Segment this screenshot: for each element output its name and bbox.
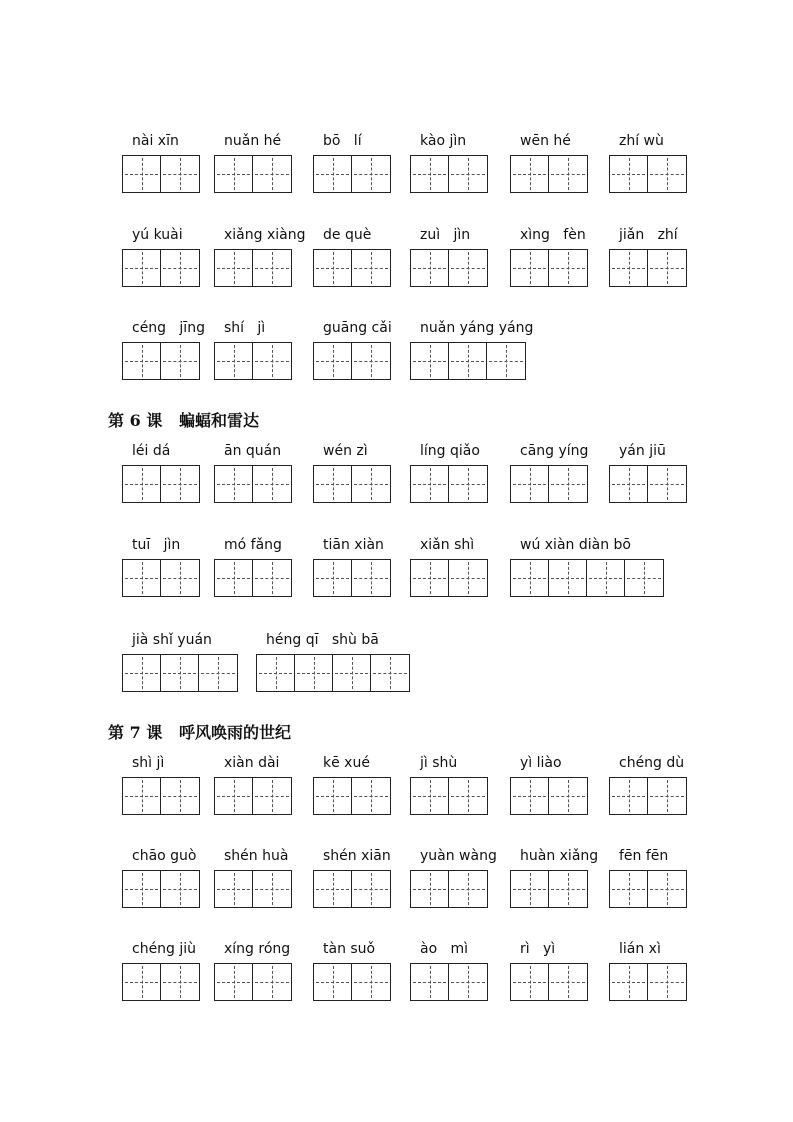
tianzi-cell[interactable] bbox=[648, 964, 686, 1000]
pinyin-label: zuì jìn bbox=[420, 227, 471, 243]
tianzi-cell[interactable] bbox=[411, 466, 449, 502]
tianzi-cell[interactable] bbox=[610, 156, 648, 192]
pinyin-label: nuǎn yáng yáng bbox=[420, 320, 534, 336]
tianzi-cell[interactable] bbox=[161, 778, 199, 814]
writing-grid[interactable] bbox=[122, 155, 200, 193]
pinyin-label: xiǎn shì bbox=[420, 537, 475, 553]
pinyin-label: huàn xiǎng bbox=[520, 848, 599, 864]
pinyin-label: yú kuài bbox=[132, 227, 183, 243]
pinyin-label: wén zì bbox=[323, 443, 368, 459]
tianzi-cell[interactable] bbox=[352, 466, 390, 502]
tianzi-cell[interactable] bbox=[411, 560, 449, 596]
pinyin-label: chéng jiù bbox=[132, 941, 197, 957]
tianzi-cell[interactable] bbox=[123, 778, 161, 814]
tianzi-cell[interactable] bbox=[411, 778, 449, 814]
writing-grid[interactable] bbox=[609, 870, 687, 908]
tianzi-cell[interactable] bbox=[487, 343, 525, 379]
tianzi-cell[interactable] bbox=[215, 156, 253, 192]
pinyin-label: guāng cǎi bbox=[323, 320, 392, 336]
pinyin-label: fēn fēn bbox=[619, 848, 669, 864]
tianzi-cell[interactable] bbox=[161, 964, 199, 1000]
pinyin-label: xiàn dài bbox=[224, 755, 280, 771]
tianzi-cell[interactable] bbox=[511, 156, 549, 192]
tianzi-cell[interactable] bbox=[314, 871, 352, 907]
pinyin-label: chéng dù bbox=[619, 755, 685, 771]
tianzi-cell[interactable] bbox=[161, 871, 199, 907]
tianzi-cell[interactable] bbox=[352, 156, 390, 192]
pinyin-label: nuǎn hé bbox=[224, 133, 282, 149]
pinyin-label: yán jiū bbox=[619, 443, 666, 459]
tianzi-cell[interactable] bbox=[123, 343, 161, 379]
writing-grid[interactable] bbox=[609, 777, 687, 815]
tianzi-cell[interactable] bbox=[610, 778, 648, 814]
tianzi-cell[interactable] bbox=[610, 250, 648, 286]
writing-grid[interactable] bbox=[410, 777, 488, 815]
writing-grid[interactable] bbox=[410, 870, 488, 908]
pinyin-label: shén huà bbox=[224, 848, 289, 864]
writing-grid[interactable] bbox=[313, 465, 391, 503]
tianzi-cell[interactable] bbox=[411, 871, 449, 907]
pinyin-label: zhí wù bbox=[619, 133, 664, 149]
tianzi-cell[interactable] bbox=[253, 964, 291, 1000]
tianzi-cell[interactable] bbox=[314, 343, 352, 379]
writing-grid[interactable] bbox=[609, 249, 687, 287]
tianzi-cell[interactable] bbox=[314, 156, 352, 192]
tianzi-cell[interactable] bbox=[253, 156, 291, 192]
tianzi-cell[interactable] bbox=[511, 560, 549, 596]
tianzi-cell[interactable] bbox=[352, 343, 390, 379]
tianzi-cell[interactable] bbox=[352, 964, 390, 1000]
writing-grid[interactable] bbox=[609, 465, 687, 503]
writing-grid[interactable] bbox=[256, 654, 410, 692]
pinyin-label: tuī jìn bbox=[132, 537, 181, 553]
pinyin-label: de què bbox=[323, 227, 372, 243]
writing-grid[interactable] bbox=[609, 155, 687, 193]
writing-grid[interactable] bbox=[313, 249, 391, 287]
tianzi-cell[interactable] bbox=[123, 560, 161, 596]
pinyin-label: líng qiǎo bbox=[420, 443, 480, 459]
pinyin-label: tàn suǒ bbox=[323, 941, 376, 957]
writing-grid[interactable] bbox=[313, 155, 391, 193]
writing-grid[interactable] bbox=[122, 465, 200, 503]
tianzi-cell[interactable] bbox=[253, 466, 291, 502]
pinyin-label: chāo guò bbox=[132, 848, 197, 864]
tianzi-cell[interactable] bbox=[253, 343, 291, 379]
tianzi-cell[interactable] bbox=[314, 560, 352, 596]
tianzi-cell[interactable] bbox=[295, 655, 333, 691]
writing-grid[interactable] bbox=[214, 559, 292, 597]
tianzi-cell[interactable] bbox=[123, 964, 161, 1000]
writing-grid[interactable] bbox=[313, 777, 391, 815]
tianzi-cell[interactable] bbox=[161, 250, 199, 286]
tianzi-cell[interactable] bbox=[449, 871, 487, 907]
writing-grid[interactable] bbox=[214, 963, 292, 1001]
writing-grid[interactable] bbox=[510, 249, 588, 287]
tianzi-cell[interactable] bbox=[161, 343, 199, 379]
pinyin-label: céng jīng bbox=[132, 320, 205, 336]
tianzi-cell[interactable] bbox=[161, 560, 199, 596]
writing-grid[interactable] bbox=[410, 465, 488, 503]
writing-grid[interactable] bbox=[122, 777, 200, 815]
pinyin-label: xiǎng xiàng bbox=[224, 227, 306, 243]
writing-grid[interactable] bbox=[122, 963, 200, 1001]
tianzi-cell[interactable] bbox=[161, 156, 199, 192]
tianzi-cell[interactable] bbox=[411, 343, 449, 379]
writing-grid[interactable] bbox=[410, 559, 488, 597]
tianzi-cell[interactable] bbox=[123, 250, 161, 286]
writing-grid[interactable] bbox=[214, 870, 292, 908]
tianzi-cell[interactable] bbox=[648, 156, 686, 192]
tianzi-cell[interactable] bbox=[449, 778, 487, 814]
writing-grid[interactable] bbox=[510, 777, 588, 815]
pinyin-label: rì yì bbox=[520, 941, 556, 957]
tianzi-cell[interactable] bbox=[648, 466, 686, 502]
tianzi-cell[interactable] bbox=[549, 871, 587, 907]
tianzi-cell[interactable] bbox=[253, 560, 291, 596]
writing-grid[interactable] bbox=[410, 342, 526, 380]
pinyin-label: kē xué bbox=[323, 755, 370, 771]
tianzi-cell[interactable] bbox=[449, 343, 487, 379]
tianzi-cell[interactable] bbox=[352, 871, 390, 907]
tianzi-cell[interactable] bbox=[549, 964, 587, 1000]
tianzi-cell[interactable] bbox=[411, 964, 449, 1000]
writing-grid[interactable] bbox=[214, 249, 292, 287]
writing-grid[interactable] bbox=[510, 963, 588, 1001]
tianzi-cell[interactable] bbox=[314, 778, 352, 814]
tianzi-cell[interactable] bbox=[253, 871, 291, 907]
tianzi-cell[interactable] bbox=[511, 871, 549, 907]
pinyin-label: tiān xiàn bbox=[323, 537, 384, 553]
tianzi-cell[interactable] bbox=[411, 156, 449, 192]
tianzi-cell[interactable] bbox=[215, 250, 253, 286]
tianzi-cell[interactable] bbox=[352, 778, 390, 814]
pinyin-label: jiǎn zhí bbox=[619, 227, 678, 243]
writing-grid[interactable] bbox=[313, 342, 391, 380]
writing-grid[interactable] bbox=[410, 249, 488, 287]
tianzi-cell[interactable] bbox=[123, 156, 161, 192]
writing-grid[interactable] bbox=[510, 559, 664, 597]
pinyin-label: bō lí bbox=[323, 133, 362, 149]
writing-grid[interactable] bbox=[313, 870, 391, 908]
writing-grid[interactable] bbox=[410, 963, 488, 1001]
pinyin-label: mó fǎng bbox=[224, 537, 282, 553]
tianzi-cell[interactable] bbox=[215, 871, 253, 907]
lesson-heading: 第 6 课 蝙蝠和雷达 bbox=[108, 411, 259, 430]
tianzi-cell[interactable] bbox=[511, 466, 549, 502]
tianzi-cell[interactable] bbox=[625, 560, 663, 596]
tianzi-cell[interactable] bbox=[352, 250, 390, 286]
tianzi-cell[interactable] bbox=[587, 560, 625, 596]
writing-grid[interactable] bbox=[214, 465, 292, 503]
tianzi-cell[interactable] bbox=[449, 250, 487, 286]
tianzi-cell[interactable] bbox=[648, 250, 686, 286]
tianzi-cell[interactable] bbox=[511, 964, 549, 1000]
tianzi-cell[interactable] bbox=[123, 466, 161, 502]
tianzi-cell[interactable] bbox=[449, 466, 487, 502]
tianzi-cell[interactable] bbox=[314, 964, 352, 1000]
tianzi-cell[interactable] bbox=[215, 466, 253, 502]
writing-grid[interactable] bbox=[214, 777, 292, 815]
tianzi-cell[interactable] bbox=[253, 778, 291, 814]
pinyin-label: yuàn wàng bbox=[420, 848, 497, 864]
tianzi-cell[interactable] bbox=[549, 778, 587, 814]
tianzi-cell[interactable] bbox=[610, 871, 648, 907]
tianzi-cell[interactable] bbox=[333, 655, 371, 691]
pinyin-label: xìng fèn bbox=[520, 227, 586, 243]
tianzi-cell[interactable] bbox=[610, 466, 648, 502]
writing-grid[interactable] bbox=[214, 155, 292, 193]
pinyin-label: cāng yíng bbox=[520, 443, 589, 459]
pinyin-label: shén xiān bbox=[323, 848, 391, 864]
pinyin-label: jià shǐ yuán bbox=[132, 632, 212, 648]
writing-grid[interactable] bbox=[122, 249, 200, 287]
pinyin-label: wēn hé bbox=[520, 133, 571, 149]
writing-grid[interactable] bbox=[122, 559, 200, 597]
tianzi-cell[interactable] bbox=[215, 964, 253, 1000]
lesson-heading: 第 7 课 呼风唤雨的世纪 bbox=[108, 723, 291, 742]
tianzi-cell[interactable] bbox=[123, 871, 161, 907]
tianzi-cell[interactable] bbox=[371, 655, 409, 691]
pinyin-label: xíng róng bbox=[224, 941, 291, 957]
pinyin-label: lián xì bbox=[619, 941, 661, 957]
tianzi-cell[interactable] bbox=[449, 560, 487, 596]
writing-grid[interactable] bbox=[510, 465, 588, 503]
pinyin-label: yì liào bbox=[520, 755, 562, 771]
pinyin-label: héng qī shù bā bbox=[266, 632, 379, 648]
pinyin-label: léi dá bbox=[132, 443, 171, 459]
writing-grid[interactable] bbox=[313, 963, 391, 1001]
tianzi-cell[interactable] bbox=[352, 560, 390, 596]
writing-grid[interactable] bbox=[510, 155, 588, 193]
tianzi-cell[interactable] bbox=[610, 964, 648, 1000]
pinyin-label: nài xīn bbox=[132, 133, 179, 149]
tianzi-cell[interactable] bbox=[215, 778, 253, 814]
tianzi-cell[interactable] bbox=[215, 560, 253, 596]
pinyin-label: ān quán bbox=[224, 443, 282, 459]
pinyin-label: wú xiàn diàn bō bbox=[520, 537, 631, 553]
writing-grid[interactable] bbox=[214, 342, 292, 380]
tianzi-cell[interactable] bbox=[648, 871, 686, 907]
tianzi-cell[interactable] bbox=[161, 655, 199, 691]
pinyin-label: ào mì bbox=[420, 941, 469, 957]
writing-grid[interactable] bbox=[510, 870, 588, 908]
pinyin-label: kào jìn bbox=[420, 133, 467, 149]
tianzi-cell[interactable] bbox=[314, 466, 352, 502]
tianzi-cell[interactable] bbox=[257, 655, 295, 691]
tianzi-cell[interactable] bbox=[549, 156, 587, 192]
tianzi-cell[interactable] bbox=[215, 343, 253, 379]
writing-grid[interactable] bbox=[122, 342, 200, 380]
tianzi-cell[interactable] bbox=[449, 156, 487, 192]
tianzi-cell[interactable] bbox=[549, 560, 587, 596]
tianzi-cell[interactable] bbox=[648, 778, 686, 814]
tianzi-cell[interactable] bbox=[411, 250, 449, 286]
tianzi-cell[interactable] bbox=[253, 250, 291, 286]
writing-grid[interactable] bbox=[122, 654, 238, 692]
tianzi-cell[interactable] bbox=[511, 778, 549, 814]
tianzi-cell[interactable] bbox=[449, 964, 487, 1000]
tianzi-cell[interactable] bbox=[161, 466, 199, 502]
tianzi-cell[interactable] bbox=[549, 466, 587, 502]
pinyin-label: shí jì bbox=[224, 320, 266, 336]
pinyin-label: jì shù bbox=[420, 755, 458, 771]
tianzi-cell[interactable] bbox=[199, 655, 237, 691]
tianzi-cell[interactable] bbox=[511, 250, 549, 286]
tianzi-cell[interactable] bbox=[314, 250, 352, 286]
writing-grid[interactable] bbox=[410, 155, 488, 193]
tianzi-cell[interactable] bbox=[549, 250, 587, 286]
tianzi-cell[interactable] bbox=[123, 655, 161, 691]
writing-grid[interactable] bbox=[609, 963, 687, 1001]
writing-grid[interactable] bbox=[122, 870, 200, 908]
pinyin-label: shì jì bbox=[132, 755, 165, 771]
writing-grid[interactable] bbox=[313, 559, 391, 597]
